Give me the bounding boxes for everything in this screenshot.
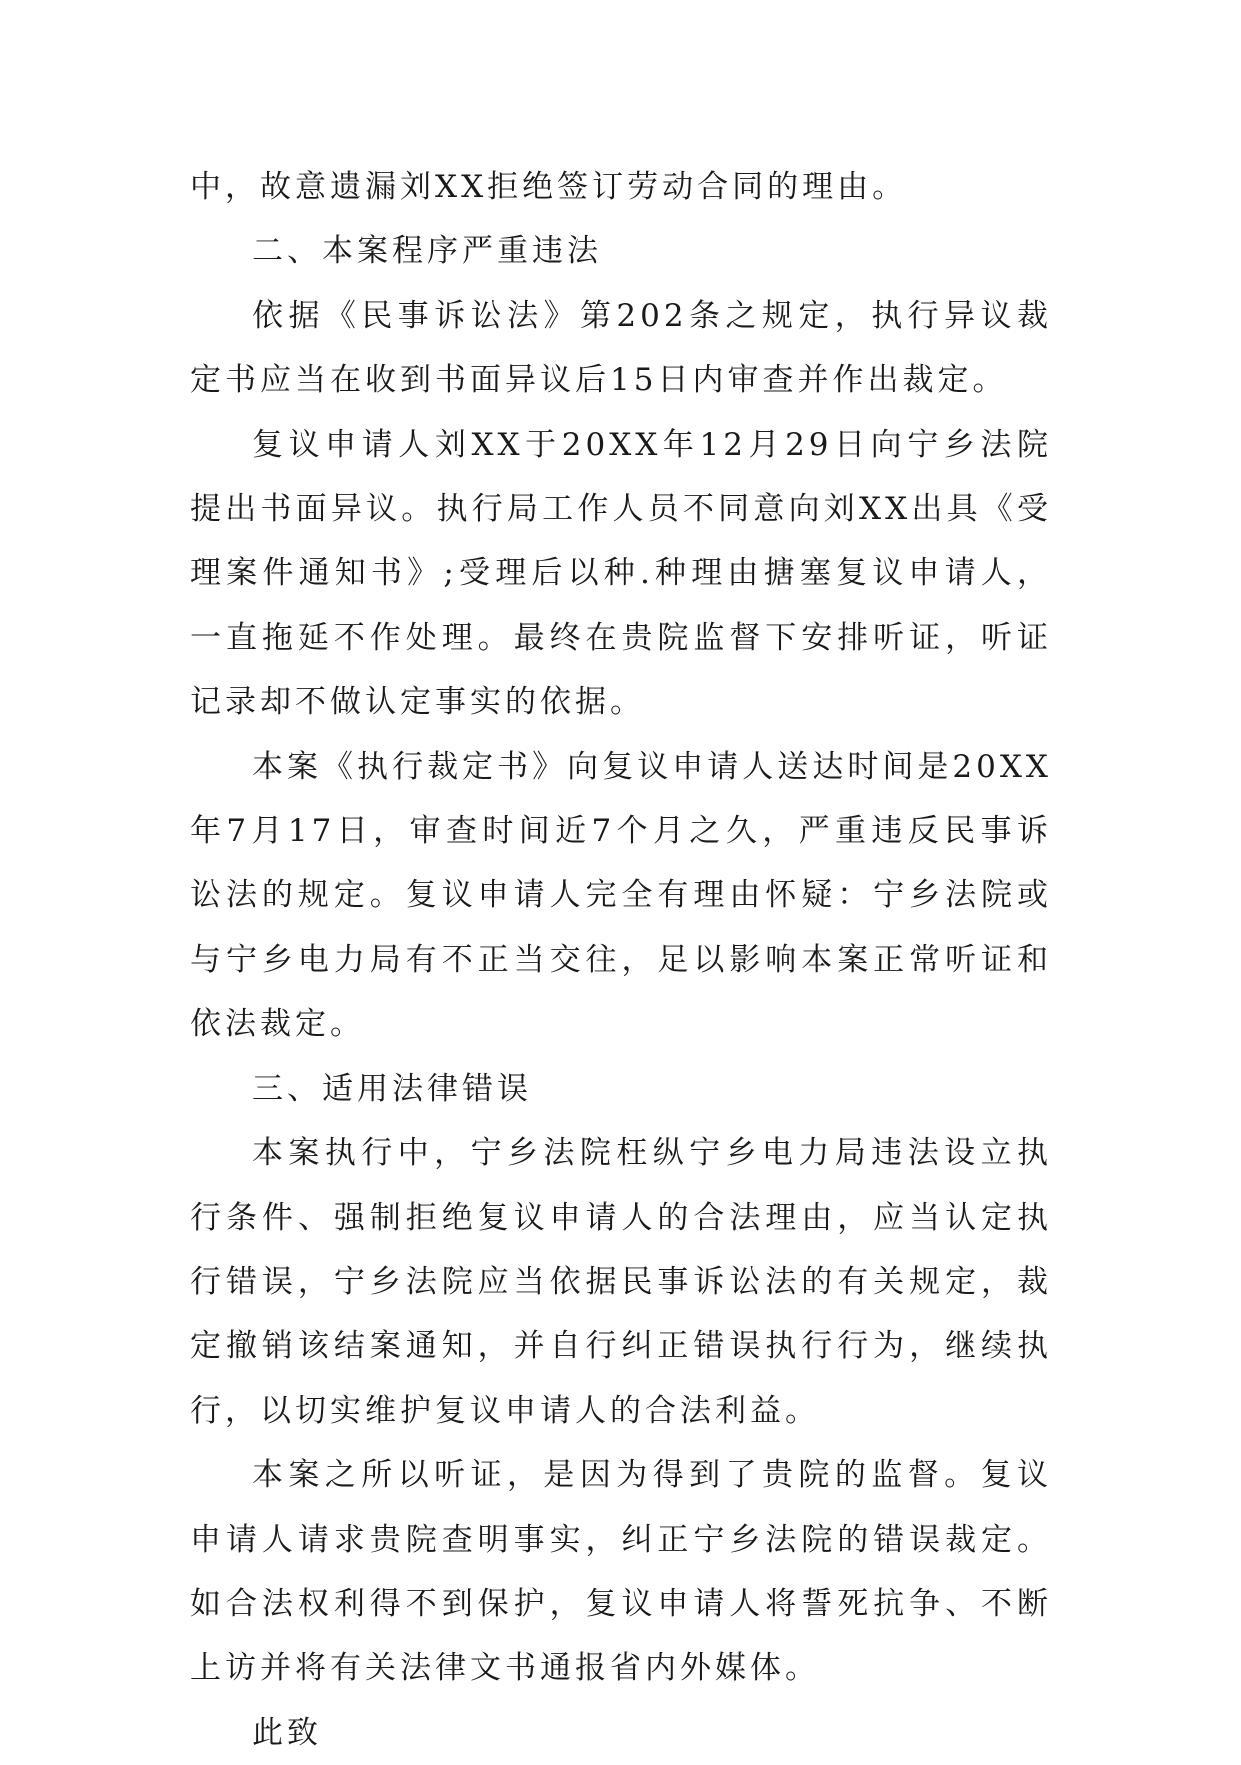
document-body — [190, 155, 1052, 1765]
paragraph-legal-basis: 依据《民事诉讼法》第202条之规定，执行异议裁定书应当在收到书面异议后15日内审查并作出裁定。 — [190, 297, 1052, 399]
paragraph-continuation: 中，故意遗漏刘XX拒绝签订劳动合同的理由。 — [190, 169, 908, 205]
section-heading-law-application: 三、适用法律错误 — [252, 1070, 532, 1107]
paragraph-request: 本案之所以听证，是因为得到了贵院的监督。复议申请人请求贵院查明事实，纠正宁乡法院的错误裁定。如合法权利得不到保护，复议申请人将誓死抗争、不断上访并将有关法律文书通报省内外媒体。 — [190, 1457, 1052, 1687]
paragraph-service-date: 本案《执行裁定书》向复议申请人送达时间是20XX年7月17日，审查时间近7个月之久，严重违反民事诉讼法的规定。复议申请人完全有理由怀疑：宁乡法院或与宁乡电力局有不正当交往，足以影响本案正常听证和依法裁定。 — [190, 748, 1052, 1043]
closing-salutation: 此致 — [252, 1714, 322, 1751]
paragraph-objection-history: 复议申请人刘XX于20XX年12月29日向宁乡法院提出书面异议。执行局工作人员不同意向刘XX出具《受理案件通知书》;受理后以种.种理由搪塞复议申请人，一直拖延不作处理。最终在贵院监督下安排听证，听证记录却不做认定事实的依据。 — [190, 426, 1052, 721]
paragraph-execution-error: 本案执行中，宁乡法院枉纵宁乡电力局违法设立执行条件、强制拒绝复议申请人的合法理由，应当认定执行错误，宁乡法院应当依据民事诉讼法的有关规定，裁定撤销该结案通知，并自行纠正错误执行行为，继续执行，以切实维护复议申请人的合法利益。 — [190, 1135, 1052, 1429]
section-heading-procedure: 二、本案程序严重违法 — [252, 233, 602, 270]
